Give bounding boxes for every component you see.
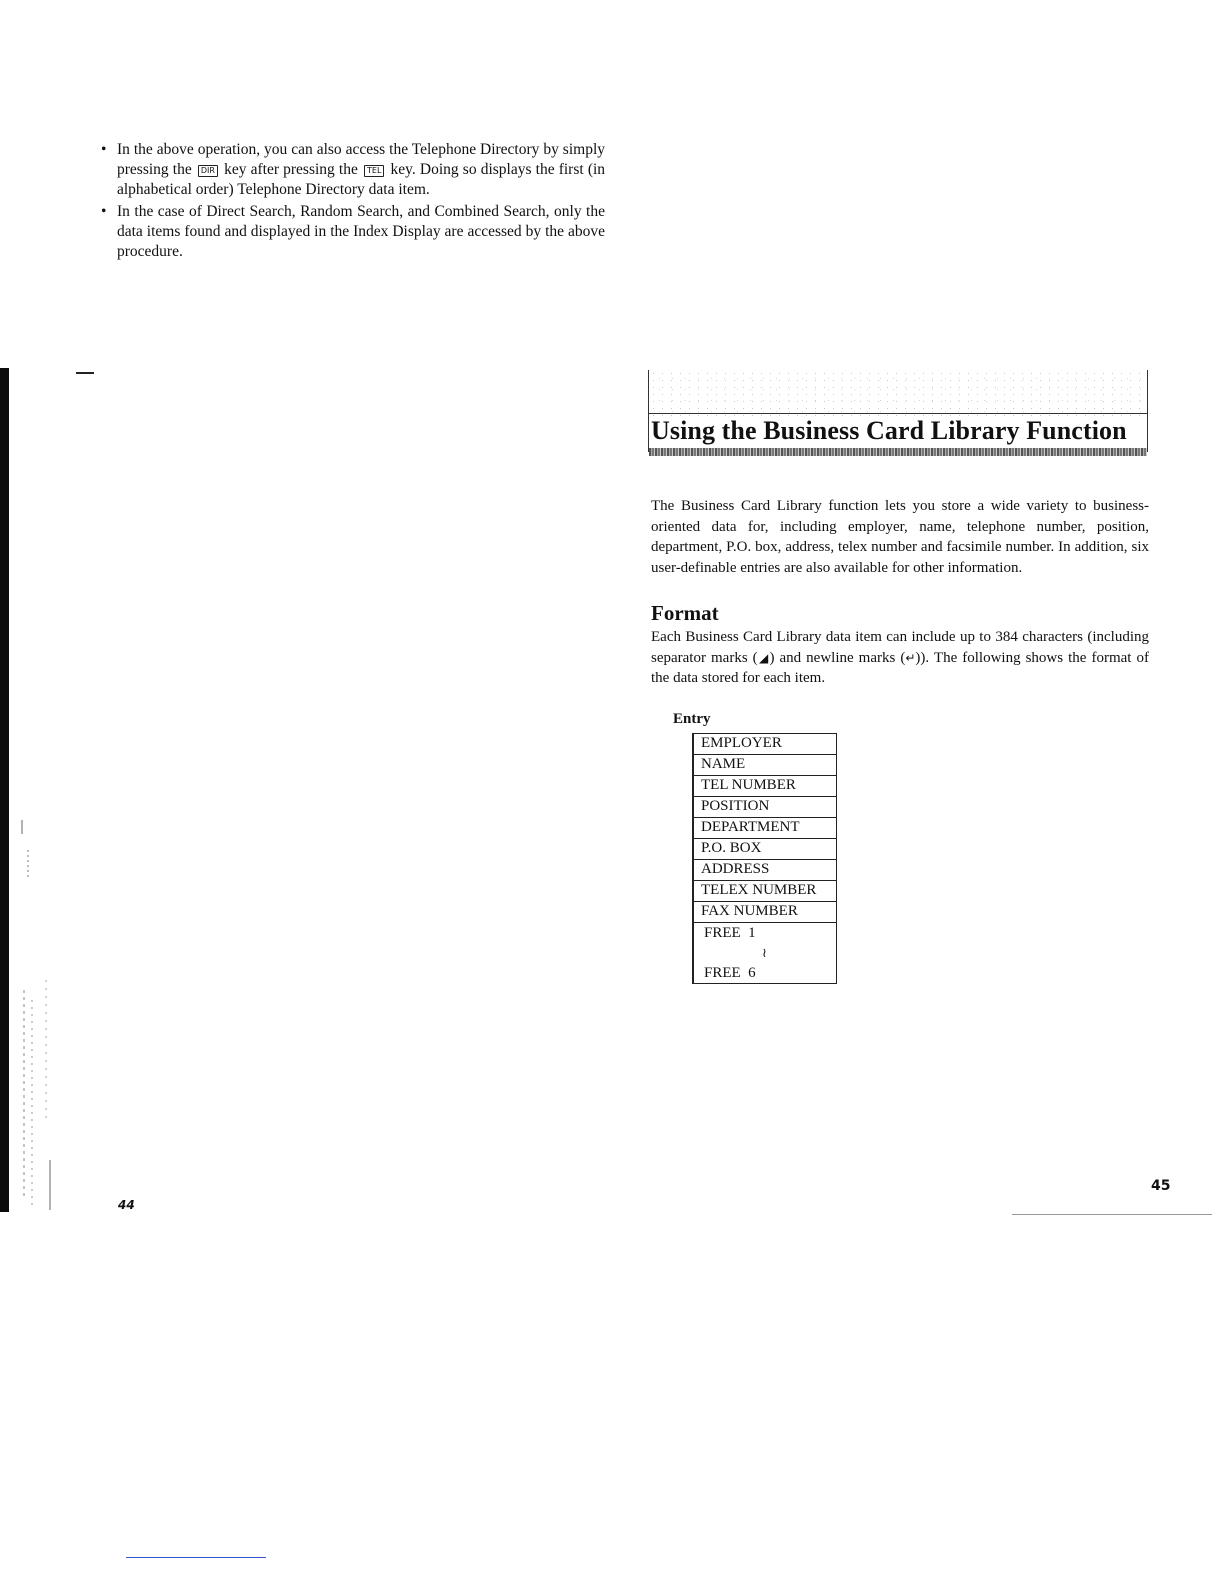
format-heading: Format: [651, 601, 719, 625]
format-text-part: )). The following shows the format of the data stored for each item.: [651, 649, 1149, 686]
page-binding-edge: [0, 368, 9, 1212]
left-page-content: [100, 140, 605, 264]
bullet-icon: •: [101, 141, 107, 158]
intro-paragraph: The Business Card Library function lets you store a wide variety to business-oriented data for, including employer, name, telephone number, position, department, P.O. box, address, telex number and facsimile number. In addition, six user-definable entries are also available for other information.: [651, 498, 1149, 576]
entry-row: EMPLOYER: [694, 734, 836, 755]
entry-free-range-icon: ≀: [762, 945, 767, 960]
note-text-part: In the above operation, you can also access the Telephone Directory by simply pressing the: [117, 141, 605, 178]
entry-row: POSITION: [694, 797, 836, 818]
format-paragraph: [651, 627, 1149, 689]
entry-row: DEPARTMENT: [694, 818, 836, 839]
page-number-left: 44: [118, 1198, 135, 1212]
page-number-right: 45: [1151, 1178, 1171, 1194]
note-text-part: key. Doing so displays the first (in alphabetical order) Telephone Directory data item.: [117, 161, 606, 198]
footer-line: [126, 1557, 266, 1558]
scan-specks: [18, 820, 58, 1210]
tel-key-icon: TEL: [364, 165, 384, 177]
entry-row: ADDRESS: [694, 860, 836, 881]
entry-row: TEL NUMBER: [694, 776, 836, 797]
note-text-part: key after pressing the: [224, 161, 358, 178]
scan-mark: [76, 372, 94, 374]
entry-row: NAME: [694, 755, 836, 776]
bullet-icon: •: [101, 203, 107, 220]
format-text-part: Each Business Card Library data item can include up to 384 characters (including separator marks (: [651, 629, 1149, 666]
note-text: In the case of Direct Search, Random Search, and Combined Search, only the data items found and displayed in the Index Display are accessed by the above procedure.: [117, 203, 605, 260]
note-item-telephone-directory: [100, 140, 605, 200]
entry-free-last: FREE 6: [704, 965, 756, 981]
section-title-box: [648, 370, 1148, 452]
entry-table: [692, 733, 837, 984]
note-list: [100, 140, 605, 262]
title-texture: [649, 370, 1147, 416]
entry-label: Entry: [673, 711, 711, 727]
entry-row: FAX NUMBER: [694, 902, 836, 923]
entry-row: P.O. BOX: [694, 839, 836, 860]
newline-mark-icon: ↵: [905, 650, 916, 665]
bottom-rule: [1012, 1214, 1212, 1215]
note-item-search-modes: [100, 202, 605, 262]
entry-row: TELEX NUMBER: [694, 881, 836, 902]
format-text-part: ) and newline marks (: [769, 649, 906, 666]
title-underline-band: [649, 448, 1147, 456]
separator-mark-icon: ◢: [757, 650, 770, 665]
section-title: Using the Business Card Library Function: [651, 416, 1127, 445]
dir-key-icon: DIR: [198, 165, 218, 177]
title-divider: [649, 413, 1147, 414]
entry-free-first: FREE 1: [704, 925, 756, 941]
